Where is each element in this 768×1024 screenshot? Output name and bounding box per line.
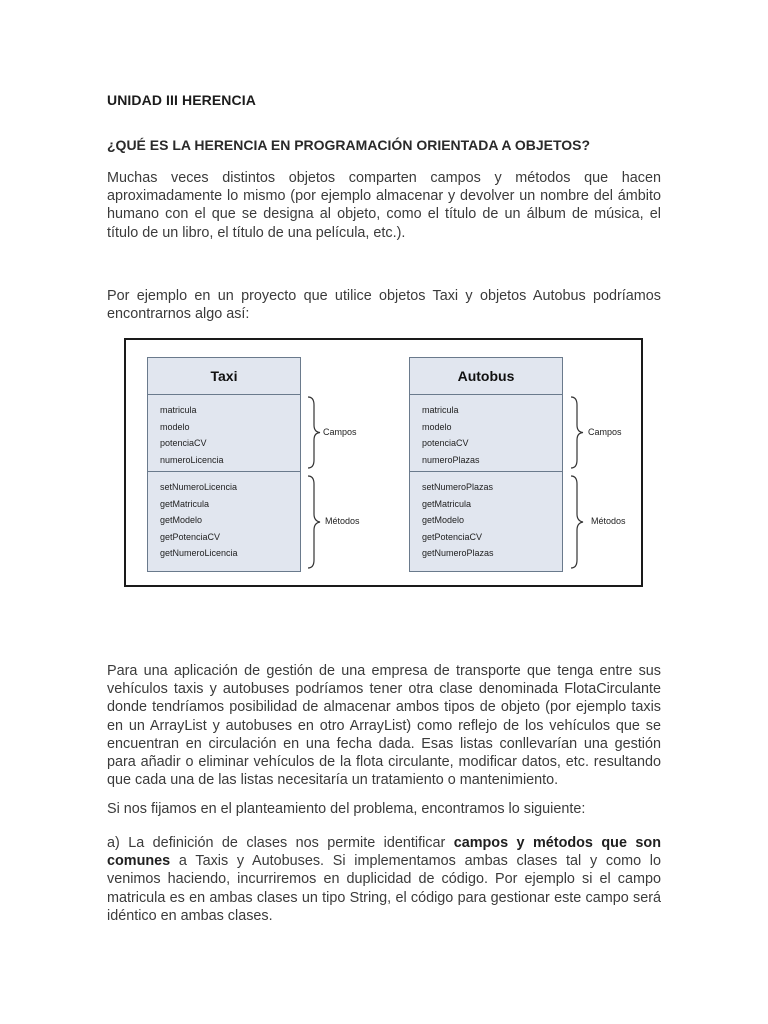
taxi-method: setNumeroLicencia — [160, 482, 238, 492]
example-paragraph: Por ejemplo en un proyecto que utilice objetos Taxi y objetos Autobus podríamos encontrarnos algo así: — [107, 288, 661, 323]
point-a-prefix: a) La definición de clases nos permite identificar — [107, 835, 454, 851]
taxi-field: numeroLicencia — [160, 454, 224, 465]
taxi-method: getMatricula — [160, 498, 210, 509]
class-diagram — [124, 338, 643, 587]
autobus-fields-label: Campos — [588, 427, 622, 437]
unit-title: UNIDAD III HERENCIA — [107, 92, 256, 108]
autobus-field: potenciaCV — [422, 438, 469, 448]
point-a-suffix: a Taxis y Autobuses. Si implementamos ambas clases tal y como lo venimos haciendo, incurriremos en duplicidad de código. Por ejemplo si el campo matricula es en ambas clases un tipo String, el código para gestionar este campo será idéntico en ambas clases. — [107, 853, 661, 924]
autobus-methods — [410, 472, 562, 562]
autobus-field: matricula — [422, 405, 459, 415]
intro-paragraph: Muchas veces distintos objetos comparten campos y métodos que hacen aproximadamente lo mismo (por ejemplo almacenar y devolver un nombre del ámbito humano con el que se designa al objeto, como el título de un álbum de música, el título de un libro, el título de una película, etc.). — [107, 170, 661, 241]
autobus-field: numeroPlazas — [422, 454, 480, 465]
autobus-method: getModelo — [422, 515, 465, 525]
taxi-methods — [148, 472, 300, 562]
taxi-methods-label: Métodos — [325, 516, 360, 526]
autobus-field: modelo — [422, 421, 452, 432]
taxi-fields-label: Campos — [323, 427, 357, 437]
taxi-fields — [148, 395, 300, 472]
taxi-field: matricula — [160, 405, 197, 415]
autobus-method: getPotenciaCV — [422, 531, 483, 542]
autobus-class-name: Autobus — [410, 358, 562, 395]
taxi-class-name: Taxi — [148, 358, 300, 395]
taxi-method: getModelo — [160, 515, 203, 525]
point-a-paragraph — [107, 834, 661, 925]
autobus-methods-label: Métodos — [591, 516, 626, 526]
section-heading: ¿QUÉ ES LA HERENCIA EN PROGRAMACIÓN ORIENTADA A OBJETOS? — [107, 137, 591, 153]
taxi-fields-brace — [306, 395, 322, 470]
taxi-class-box — [147, 357, 301, 572]
fleet-paragraph: Para una aplicación de gestión de una empresa de transporte que tenga entre sus vehículos taxis y autobuses podríamos tener otra clase denominada FlotaCirculante donde tendríamos posibilidad de almacenar ambos tipos de objeto (por ejemplo taxis en un ArrayList y autobuses en otro ArrayList) como reflejo de los vehículos que se encuentran en circulación en una fecha dada. Esas listas conllevarían una gestión para añadir o eliminar vehículos de la flota circulante, modificar datos, etc. resultando que cada una de las listas necesitaría un tratamiento o mantenimiento. — [107, 663, 661, 789]
autobus-fields — [410, 395, 562, 472]
autobus-class-box — [409, 357, 563, 572]
autobus-method: getNumeroPlazas — [422, 548, 494, 558]
taxi-field: modelo — [160, 421, 190, 432]
autobus-method: setNumeroPlazas — [422, 482, 494, 492]
taxi-method: getPotenciaCV — [160, 531, 221, 542]
taxi-method: getNumeroLicencia — [160, 548, 238, 558]
observation-paragraph: Si nos fijamos en el planteamiento del problema, encontramos lo siguiente: — [107, 801, 586, 817]
taxi-field: potenciaCV — [160, 438, 207, 448]
taxi-methods-brace — [306, 474, 322, 570]
autobus-method: getMatricula — [422, 498, 472, 509]
point-a-bold: campos y métodos que son comunes — [107, 835, 661, 870]
autobus-methods-brace — [569, 474, 585, 570]
autobus-fields-brace — [569, 395, 585, 470]
